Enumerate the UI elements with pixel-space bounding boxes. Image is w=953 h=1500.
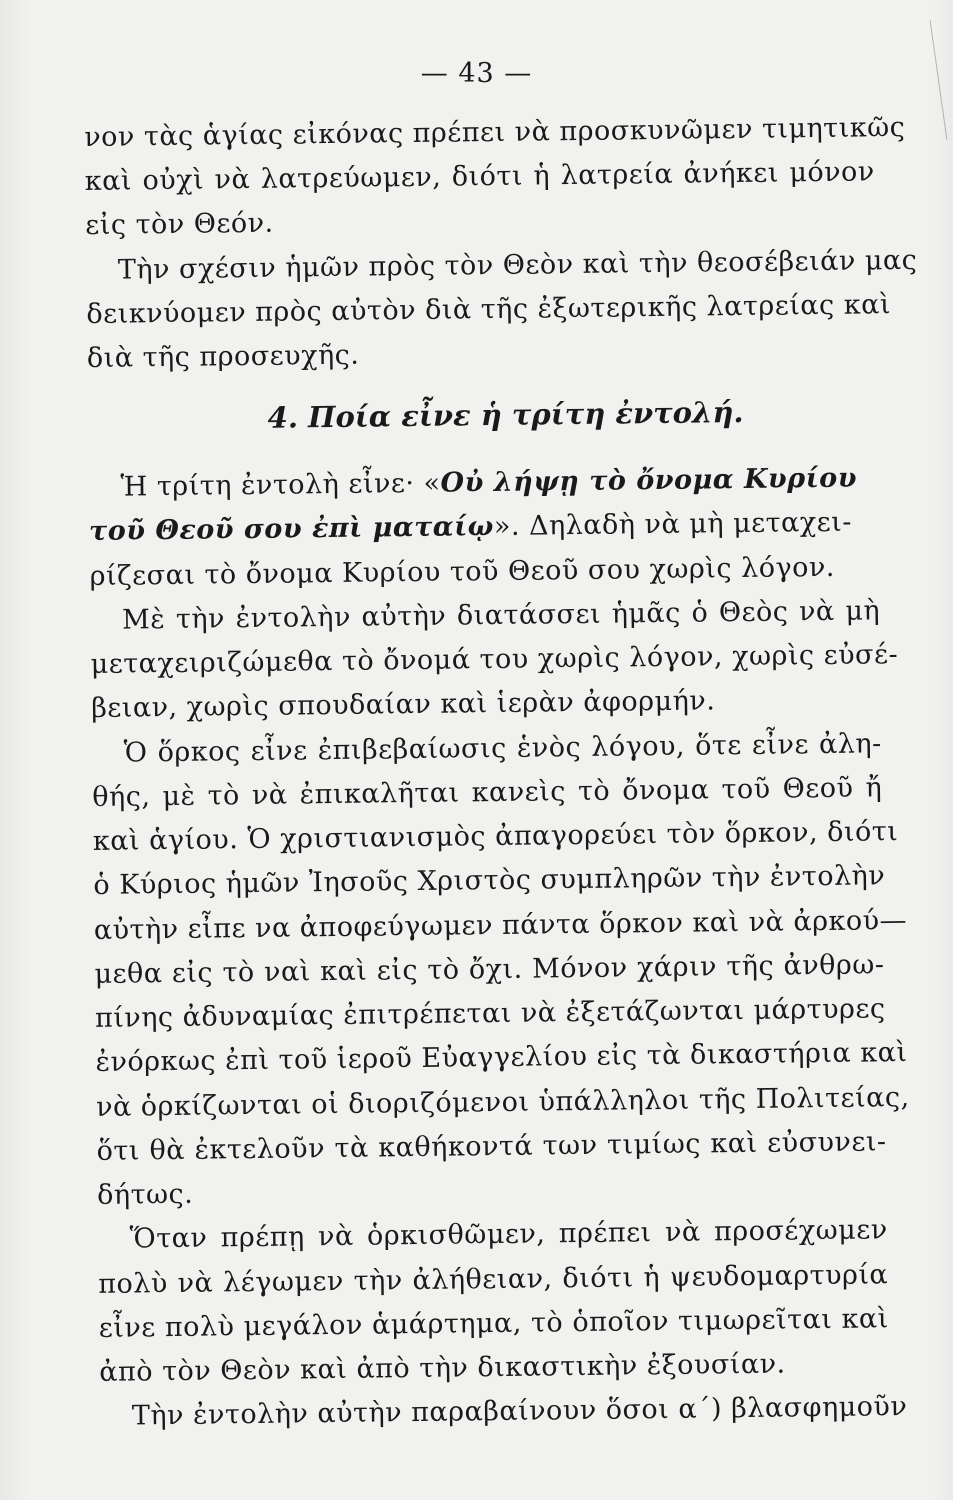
text-line: δήτως. (96, 1178, 194, 1211)
text-line: διὰ τῆς προσευχῆς. (86, 339, 360, 374)
text-line (89, 503, 852, 552)
text-line: Μὲ τὴν ἐντολὴν αὐτὴν διατάσσει ἡμᾶς ὁ Θεὸς νὰ μὴ (121, 595, 881, 636)
text-line: ρίζεσαι τὸ ὄνομα Κυρίου τοῦ Θεοῦ σου χωρὶς λόγον. (89, 551, 836, 592)
text-line: εἶνε πολὺ μεγάλον ἁμάρτημα, τὸ ὁποῖον τιμωρεῖται καὶ (98, 1303, 889, 1344)
text-line (120, 458, 878, 507)
text-line: καὶ οὐχὶ νὰ λατρεύωμεν, διότι ἡ λατρεία ἀνήκει μόνον (84, 156, 875, 197)
text-line: ὅτι θὰ ἐκτελοῦν τὰ καθήκοντά των τιμίως καὶ εὐσυνει- (96, 1126, 887, 1167)
text-line: Ὅταν πρέπῃ νὰ ὁρκισθῶμεν, πρέπει νὰ προσέχωμεν (129, 1214, 888, 1255)
text-line: ἐνόρκως ἐπὶ τοῦ ἱεροῦ Εὐαγγελίου εἰς τὰ δικαστήρια καὶ (95, 1037, 908, 1078)
text-line: καὶ ἁγίου. Ὁ χριστιανισμὸς ἀπαγορεύει τὸν ὅρκον, διότι (92, 816, 899, 857)
text-line: δεικνύομεν πρὸς αὐτὸν διὰ τῆς ἐξωτερικῆς λατρείας καὶ (86, 289, 892, 330)
text-line: Τὴν ἐντολὴν αὐτὴν παραβαίνουν ὅσοι α΄) βλασφημοῦν (131, 1391, 908, 1432)
text-line: μεταχειριζώμεθα τὸ ὄνομά του χωρὶς λόγον, χωρὶς εὐσέ- (90, 639, 899, 680)
text-line: θής, μὲ τὸ νὰ ἐπικαλῆται κανεὶς τὸ ὄνομα τοῦ Θεοῦ ἤ (92, 772, 883, 813)
text-line: πολὺ νὰ λέγωμεν τὴν ἀλήθειαν, διότι ἡ ψευδομαρτυρία (98, 1259, 889, 1300)
text-line: Τὴν σχέσιν ἡμῶν πρὸς τὸν Θεὸν καὶ τὴν θεοσέβειάν μας (117, 244, 918, 286)
text-run: ». Δηλαδὴ νὰ μὴ μεταχει- (493, 506, 853, 543)
text-line: Ὁ ὅρκος εἶνε ἐπιβεβαίωσις ἑνὸς λόγου, ὅτε εἶνε ἀλη- (123, 728, 882, 769)
commandment-quote: Οὐ λήψῃ τὸ ὄνομα Κυρίου (440, 462, 858, 499)
text-line: μεθα εἰς τὸ ναὶ καὶ εἰς τὸ ὄχι. Μόνον χάριν τῆς ἀνθρω- (94, 949, 885, 990)
text-line: νον τὰς ἁγίας εἰκόνας πρέπει νὰ προσκυνῶμεν τιμητικῶς (84, 111, 906, 153)
page-body (84, 108, 918, 1432)
text-line: νὰ ὁρκίζωνται οἱ διοριζόμενοι ὑπάλληλοι τῆς Πολιτείας, (95, 1081, 910, 1123)
text-run: Ἡ τρίτη ἐντολὴ εἶνε· « (120, 467, 441, 503)
text-line: αὐτὴν εἶπε να ἀποφεύγωμεν πάντα ὅρκον καὶ νὰ ἀρκού— (93, 905, 908, 946)
text-line: ὁ Κύριος ἡμῶν Ἰησοῦς Χριστὸς συμπληρῶν τὴν ἐντολὴν (93, 860, 886, 901)
text-line: ἀπὸ τὸν Θεὸν καὶ ἀπὸ τὴν δικαστικὴν ἐξουσίαν. (99, 1348, 786, 1388)
text-line: βειαν, χωρὶς σπουδαίαν καὶ ἱερὰν ἀφορμήν. (91, 685, 716, 724)
commandment-quote: τοῦ Θεοῦ σου ἐπὶ ματαίῳ (88, 511, 495, 547)
text-line: πίνης ἀδυναμίας ἐπιτρέπεται νὰ ἐξετάζωνται μάρτυρες (94, 993, 886, 1034)
text-line: εἰς τὸν Θεόν. (85, 207, 274, 241)
page-number: — 43 — (420, 58, 533, 89)
section-heading: 4. Ποία εἶνε ἡ τρίτη ἐντολή. (267, 394, 744, 435)
